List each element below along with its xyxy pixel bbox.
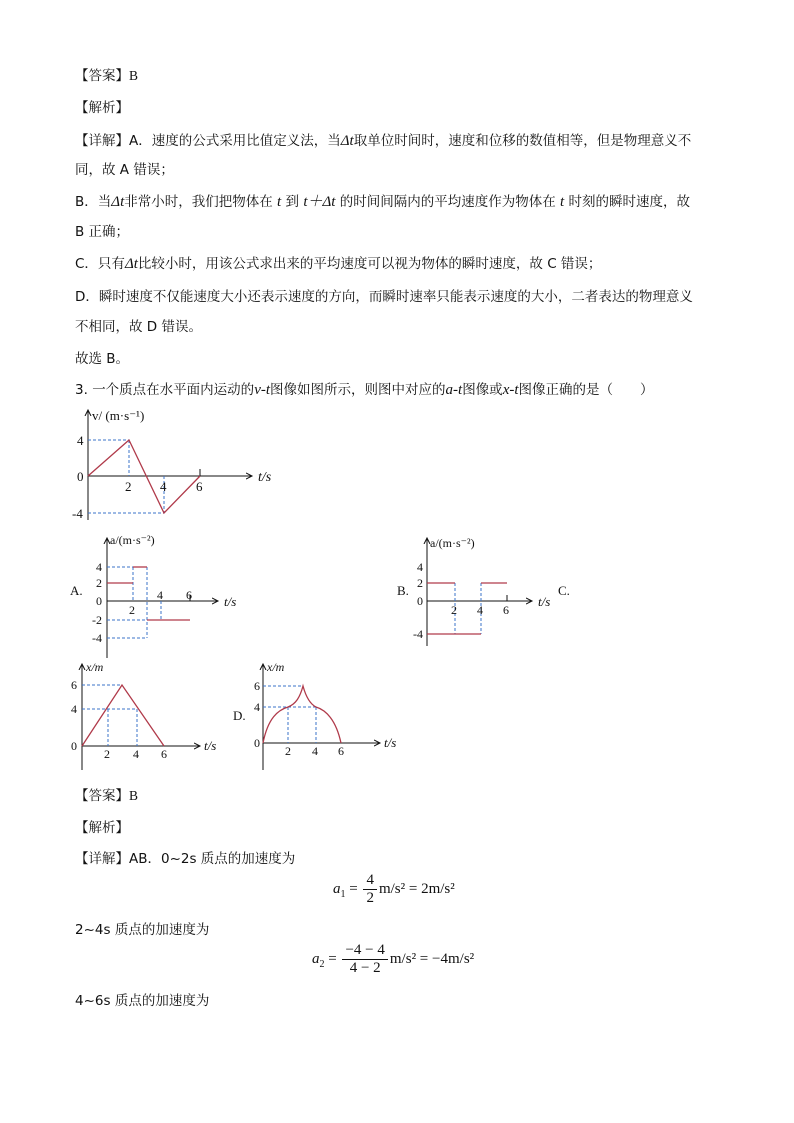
d-ytick-label: 0	[254, 736, 260, 750]
detail-text: A．速度的公式采用比值定义法，当	[129, 133, 341, 149]
eq-denominator: 2	[366, 890, 374, 906]
vt-ylabel: v/ (m·s⁻¹)	[92, 408, 145, 423]
analysis-heading-1: 【解析】	[75, 100, 129, 116]
b-ytick-label: 0	[417, 594, 423, 608]
t-plus-delta-symbol: t＋Δt	[303, 194, 336, 210]
option-a-label: A.	[70, 583, 83, 598]
question-number: 3.	[75, 382, 88, 398]
delta-t-symbol: Δt	[111, 194, 125, 210]
delta-t-symbol: Δt	[340, 133, 354, 149]
a-ylabel: a/(m·s⁻²)	[110, 533, 155, 547]
detail-line-d1: D．瞬时速度不仅能速度大小还表示速度的方向，而瞬时速率只能表示速度的大小，二者表达的物理意义	[75, 289, 693, 305]
detail-line-4-6: 4~6s 质点的加速度为	[75, 993, 210, 1009]
c-xtick-label: 4	[133, 747, 139, 761]
xt-symbol: x-t	[502, 382, 519, 398]
detail-text: 比较小时，用该公式求出来的平均速度可以视为物体的瞬时速度，故 C 错误；	[137, 256, 602, 272]
a-ytick-label: -2	[92, 613, 102, 627]
eq-var: a	[333, 880, 341, 897]
a-xtick-label: 6	[186, 588, 192, 602]
b-ytick-label: 2	[417, 576, 423, 590]
a-ytick-label: -4	[92, 631, 102, 645]
b-xtick-label: 6	[503, 603, 509, 617]
detail-text: AB．0~2s 质点的加速度为	[129, 851, 296, 867]
detail-text: 时刻的瞬时速度，故	[568, 194, 691, 210]
vt-xtick-label: 2	[125, 479, 132, 494]
vt-symbol: v-t	[254, 382, 271, 398]
equation-a1: $a_1$ = $\frac{4}{2}$ m/s² = 2m/s²	[333, 872, 455, 906]
answer-label: 【答案】	[75, 788, 129, 804]
c-xlabel: t/s	[204, 738, 217, 753]
question-text: 图像或	[462, 382, 503, 398]
eq-numerator: −4 − 4	[342, 942, 387, 960]
d-xlabel: t/s	[384, 735, 397, 750]
detail-line-2-4: 2~4s 质点的加速度为	[75, 922, 210, 938]
detail-label: 【详解】	[75, 133, 129, 149]
c-series-line	[82, 685, 164, 746]
t-symbol: t	[277, 194, 282, 210]
analysis-heading-2: 【解析】	[75, 820, 129, 836]
eq-rhs: m/s² = 2m/s²	[378, 880, 455, 897]
a-ytick-label: 2	[96, 576, 102, 590]
b-xtick-label: 4	[477, 603, 483, 617]
eq-sub: 1	[340, 888, 346, 900]
answer-value: B	[129, 68, 139, 83]
eq-sub: 2	[319, 958, 325, 970]
question-text: 图像如图所示，则图中对应的	[270, 382, 446, 398]
c-ylabel: x/m	[86, 660, 104, 674]
b-ytick-label: 4	[417, 560, 423, 574]
vt-xtick-label: 6	[196, 479, 203, 494]
detail-text: C．只有	[75, 256, 125, 272]
equation-a2: $a_2$ = $\frac{-4 - 4}{4 - 2}$ m/s² = −4m/s²	[312, 942, 475, 976]
option-d-label: D.	[233, 708, 246, 723]
option-c-label: C.	[558, 583, 570, 598]
detail-label: 【详解】	[75, 851, 129, 867]
vt-xtick-label: 4	[160, 479, 167, 494]
detail-line-a2: 同，故 A 错误；	[75, 162, 174, 178]
vt-ytick-label: 4	[77, 433, 84, 448]
c-ytick-label: 4	[71, 702, 77, 716]
option-b-label: B.	[397, 583, 409, 598]
detail-text: 非常小时，我们把物体在	[124, 194, 273, 210]
answer-label: 【答案】	[75, 68, 129, 84]
b-ylabel: a/(m·s⁻²)	[430, 536, 475, 550]
a-xtick-label: 4	[157, 588, 163, 602]
d-ytick-label: 6	[254, 679, 260, 693]
eq-fraction	[342, 942, 387, 977]
d-series-curve	[263, 686, 341, 743]
t-symbol: t	[560, 194, 565, 210]
delta-t-symbol: Δt	[124, 256, 138, 272]
a-xlabel: t/s	[224, 594, 237, 609]
a-xtick-label: 2	[129, 603, 135, 617]
vt-ytick-label: 0	[77, 469, 84, 484]
detail-line-b2: B 正确；	[75, 224, 130, 240]
question-text: 一个质点在水平面内运动的	[92, 382, 255, 398]
vt-ytick-label: -4	[72, 506, 83, 521]
c-xtick-label: 6	[161, 747, 167, 761]
d-ytick-label: 4	[254, 700, 260, 714]
answer-value: B	[129, 788, 139, 803]
b-ytick-label: -4	[413, 627, 423, 641]
d-xtick-label: 2	[285, 744, 291, 758]
a-ytick-label: 4	[96, 560, 102, 574]
b-xtick-label: 2	[451, 603, 457, 617]
a-ytick-label: 0	[96, 594, 102, 608]
eq-numerator: 4	[363, 872, 377, 890]
c-xtick-label: 2	[104, 747, 110, 761]
eq-var: a	[312, 950, 320, 967]
answer-line-2	[75, 786, 138, 806]
question-text: 图像正确的是（ ）	[518, 382, 654, 398]
c-ytick-label: 6	[71, 678, 77, 692]
conclusion-1: 故选 B。	[75, 351, 130, 367]
eq-rhs: m/s² = −4m/s²	[389, 950, 475, 967]
vt-xlabel: t/s	[258, 470, 272, 485]
at-symbol: a-t	[445, 382, 463, 398]
detail-text: 到	[285, 194, 300, 210]
d-ylabel: x/m	[267, 660, 285, 674]
eq-denominator: 4 − 2	[349, 960, 381, 976]
detail-text: 的时间间隔内的平均速度作为物体在	[339, 194, 556, 210]
detail-text: 取单位时间时，速度和位移的数值相等，但是物理意义不	[353, 133, 692, 149]
detail-line-d2: 不相同，故 D 错误。	[75, 319, 202, 335]
d-xtick-label: 6	[338, 744, 344, 758]
d-xtick-label: 4	[312, 744, 318, 758]
detail-text: B．当	[75, 194, 112, 210]
b-xlabel: t/s	[538, 594, 551, 609]
c-ytick-label: 0	[71, 739, 77, 753]
detail-line-ab	[75, 849, 295, 869]
eq-fraction	[363, 872, 377, 907]
